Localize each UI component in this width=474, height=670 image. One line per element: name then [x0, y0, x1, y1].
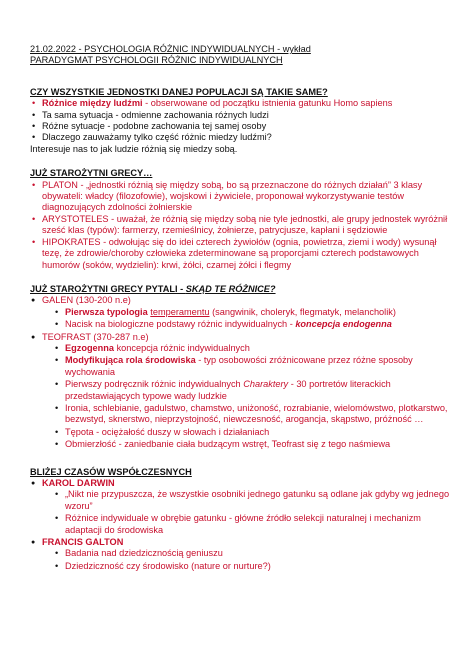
list-item-platon	[30, 180, 455, 214]
list-item: • Ta sama sytuacja - odmienne zachowania różnych ludzi	[30, 110, 455, 121]
item-text: - uważał, że różnią się między sobą nie tyle jednostki, ale grupy jednostek wyróżnił sześć klas (typów): farmerzy, rzemieślnicy, żołnierze, patrycjusze, kapłani i sędziowie	[42, 213, 448, 236]
list-item-arystoteles	[30, 214, 455, 237]
item-years: (130-200 n.e)	[73, 295, 131, 306]
sub-item-text: Nacisk na biologiczne podstawy różnic indywidualnych -	[65, 319, 296, 330]
darwin-sublist	[42, 489, 455, 536]
greeks-asked-list	[30, 295, 455, 450]
sub-item: • Obmierzłość - zaniedbanie ciała budzącym wstręt, Teofrast się z tego naśmiewa	[54, 439, 455, 450]
sub-item: • Dziedziczność czy środowisko (nature or nurture?)	[54, 561, 455, 572]
sub-item-bold: Egzogenna	[65, 342, 115, 353]
sub-item: • Różnice indywiduale w obrębie gatunku - główne źródło selekcji naturalnej i mechanizm adaptacji do środowiska	[54, 513, 455, 536]
section-heading-population: CZY WSZYSTKIE JEDNOSTKI DANEJ POPULACJI SĄ TAKIE SAME?	[30, 86, 328, 97]
sub-item: • Ironia, schlebianie, gadulstwo, chamstwo, uniżoność, rozrabianie, wielomówstwo, plotkarstwo, bezwstyd, sknerstwo, nieprzystojność, niewczesność, arogancja, skąpstwo, próżność …	[54, 403, 455, 426]
sub-item	[54, 307, 455, 318]
modern-list	[30, 478, 455, 572]
list-item-hipokrates	[30, 237, 455, 271]
term-arystoteles: ARYSTOTELES	[42, 213, 109, 224]
sub-item-bold: Pierwsza typologia	[65, 306, 148, 317]
sub-item: • „Nikt nie przypuszcza, że wszystkie osobniki jednego gatunku są odlane jak gdyby wg jednego wzoru”	[54, 489, 455, 512]
heading-part: JUŻ STAROŻYTNI GRECY PYTALI -	[30, 283, 186, 294]
list-item-darwin	[30, 478, 455, 536]
item-text: - obserwowane od początku istnienia gatunku Homo sapiens	[142, 98, 393, 109]
sub-item-text: - typ osobowości zróżnicowane przez różne sposoby wychowania	[65, 355, 413, 377]
sub-item	[54, 343, 455, 354]
sub-item-text: (sangwinik, choleryk, flegmatyk, melancholik)	[209, 306, 396, 317]
list-item: • Dlaczego zauważamy tylko część różnic miedzy ludźmi?	[30, 132, 455, 143]
galen-sublist	[42, 307, 455, 331]
document-subtitle: PARADYGMAT PSYCHOLOGII RÓŻNIC INDYWIDUALNYCH	[30, 55, 283, 66]
section-heading-greeks: JUŻ STAROŻYTNI GRECY…	[30, 168, 153, 179]
document-title: 21.02.2022 - PSYCHOLOGIA RÓŻNIC INDYWIDUALNYCH - wykład	[30, 44, 311, 54]
section-heading-greeks-asked	[30, 284, 455, 295]
list-item-teofrast	[30, 332, 455, 451]
sub-item	[54, 355, 455, 378]
list-item	[30, 98, 455, 109]
item-text: - „jednostki różnią się między sobą, bo są przeznaczone do różnych działań” 3 klasy obywateli: władcy (filozofowie), wojskowi i żywiciele, proponował wykorzystywanie testów diagnozujących zdolności żołnierskie	[42, 179, 423, 213]
sub-item: • Tępota - ociężałość duszy w słowach i działaniach	[54, 427, 455, 438]
item-text: - odwołując się do idei czterech żywiołów (ognia, powietrza, ziemi i wody) wysunął tezę, że zdrowie/choroby człowieka zdeterminowane są proporcjami czterech podstawowych humorów (soków, wydzielin): krwi, żółci, czarnej żółci i flegmy	[42, 236, 437, 270]
sub-item	[54, 319, 455, 330]
sub-item-text: koncepcja różnic indywidualnych	[114, 342, 250, 353]
list-item-galen	[30, 295, 455, 330]
item-years: (370-287 n.e)	[90, 331, 149, 342]
sub-item: • Badania nad dziedzicznością geniuszu	[54, 548, 455, 559]
list-item: • Różne sytuacje - podobne zachowania tej samej osoby	[30, 121, 455, 132]
greeks-list	[30, 180, 455, 271]
term-darwin: KAROL DARWIN	[42, 478, 115, 488]
sub-item-bold: Modyfikująca rola środowiska	[65, 355, 196, 366]
lecture-notes-page	[30, 44, 455, 573]
term-hipokrates: HIPOKRATES	[42, 236, 101, 247]
sub-item	[54, 379, 455, 402]
term-differences: Różnice między ludźmi	[42, 98, 143, 109]
sub-item-text: - 30 portretów literackich przedstawiających typowe wady ludzkie	[65, 379, 391, 401]
term-galton: FRANCIS GALTON	[42, 537, 124, 548]
list-item-galton	[30, 537, 455, 572]
term-galen: GALEN	[42, 295, 74, 306]
term-platon: PLATON	[42, 179, 78, 190]
sub-item-bold-italic: koncepcja endogenna	[295, 319, 392, 330]
sub-item-text: Pierwszy podręcznik różnic indywidualnych	[65, 379, 244, 390]
population-list	[30, 98, 455, 144]
galton-sublist	[42, 548, 455, 572]
section-heading-modern: BLIŻEJ CZASÓW WSPÓŁCZESNYCH	[30, 466, 192, 477]
heading-part-italic: SKĄD TE RÓŻNICE?	[185, 283, 276, 294]
paragraph: Interesuje nas to jak ludzie różnią się miedzy sobą.	[30, 143, 238, 154]
term-teofrast: TEOFRAST	[42, 331, 91, 342]
teofrast-sublist	[42, 343, 455, 451]
sub-item-italic: Charaktery	[243, 379, 289, 390]
sub-item-underlined: temperamentu	[150, 306, 210, 317]
